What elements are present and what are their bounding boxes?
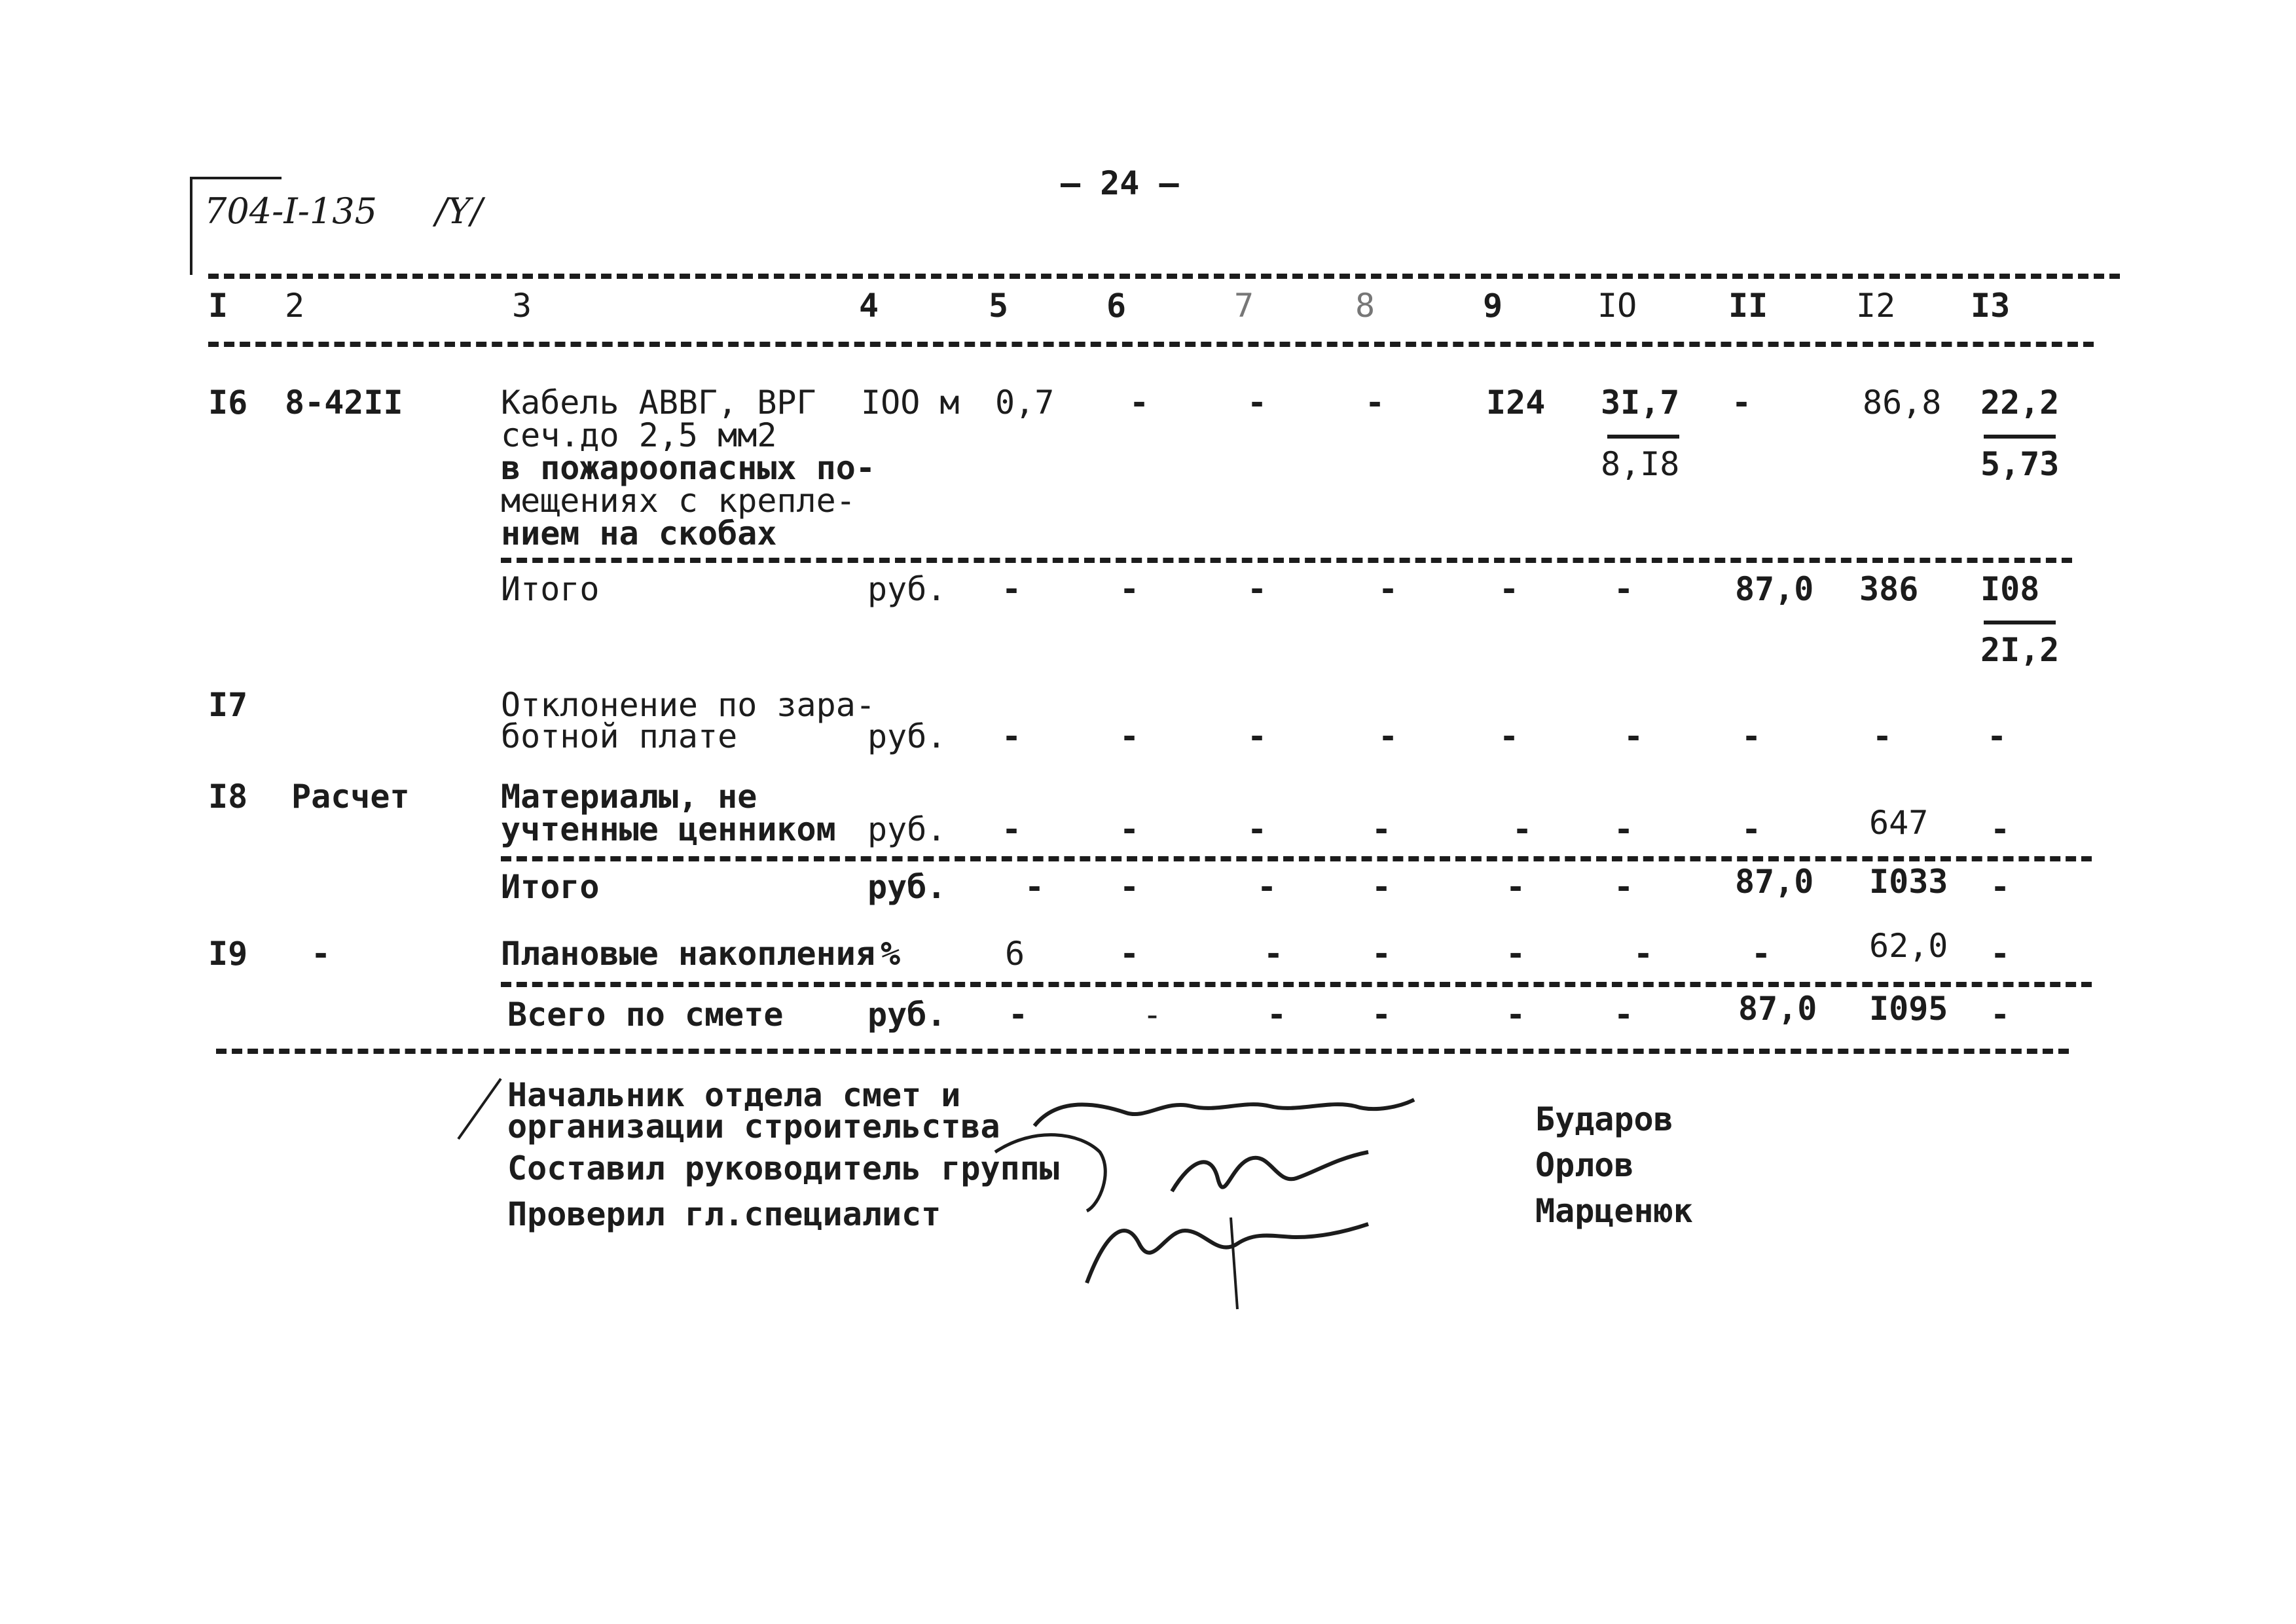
row16-col7: -	[1247, 384, 1267, 422]
row16-col8: -	[1365, 384, 1385, 422]
row18-number: I8	[208, 778, 248, 816]
grand-total-col9: -	[1506, 996, 1526, 1034]
total2-col9: -	[1506, 868, 1526, 906]
total1-col8: -	[1378, 570, 1398, 608]
composer-signature	[1172, 1152, 1368, 1191]
grand-total-label: Всего по смете	[507, 996, 784, 1034]
head-name: Бударов	[1535, 1100, 1673, 1138]
total1-col12: 386	[1859, 570, 1919, 608]
row19-col6: -	[1120, 935, 1140, 973]
row18-desc-line2: учтенные ценником	[501, 810, 836, 848]
row17-col7: -	[1247, 717, 1267, 755]
total1-col7: -	[1247, 570, 1267, 608]
grand-total-col12: I095	[1869, 990, 1948, 1028]
total1-col10: -	[1614, 570, 1634, 608]
total1-col5: -	[1002, 570, 1022, 608]
grand-total-col11: 87,0	[1738, 990, 1817, 1028]
row19-code: -	[311, 935, 331, 973]
grand-total-col8: -	[1372, 996, 1392, 1034]
row18-col6: -	[1120, 810, 1140, 848]
total2-col12: I033	[1869, 863, 1948, 901]
row16-unit: IOO м	[861, 384, 960, 422]
grand-total-col5: -	[1008, 996, 1029, 1034]
grand-total-unit: руб.	[867, 996, 947, 1034]
row17-col11: -	[1741, 717, 1762, 755]
row17-desc-line1: Отклонение по зара-	[501, 686, 875, 724]
row19-col13: -	[1990, 935, 2011, 973]
checker-title: Проверил гл.специалист	[507, 1195, 941, 1233]
row19-col12: 62,0	[1869, 927, 1948, 965]
row18-col13: -	[1990, 810, 2011, 848]
total1-unit: руб.	[867, 570, 947, 608]
row18-col12: 647	[1869, 804, 1929, 842]
composer-name: Орлов	[1535, 1146, 1634, 1184]
total2-col5: -	[1025, 868, 1045, 906]
row18-col7: -	[1247, 810, 1267, 848]
row19-col7: -	[1264, 935, 1284, 973]
grand-total-col10: -	[1614, 996, 1634, 1034]
page-number: — 24 —	[1061, 164, 1179, 202]
column-number-12: I2	[1856, 287, 1896, 325]
total1-col9: -	[1499, 570, 1520, 608]
total2-unit: руб.	[867, 868, 947, 906]
total1-col6: -	[1120, 570, 1140, 608]
column-number-5: 5	[989, 287, 1009, 325]
row16-code: 8-42II	[285, 384, 403, 422]
checker-signature-stem	[1231, 1218, 1237, 1309]
row19-col8: -	[1372, 935, 1392, 973]
row16-col12: 86,8	[1863, 384, 1942, 422]
grand-total-col6: -	[1142, 996, 1163, 1034]
total1-col11: 87,0	[1735, 570, 1814, 608]
total1-col13-denominator: 2I,2	[1980, 631, 2060, 669]
row16-col6: -	[1129, 384, 1150, 422]
row18-desc-line1: Материалы, не	[501, 778, 757, 816]
row16-col5: 0,7	[995, 384, 1055, 422]
row16-desc-line4: мещениях с крепле-	[501, 482, 856, 520]
row19-desc: Плановые накопления	[501, 935, 875, 973]
row19-col11: -	[1751, 935, 1772, 973]
checker-name: Марценюк	[1535, 1192, 1693, 1230]
row17-desc-line2: ботной плате	[501, 717, 738, 755]
total2-col13: -	[1990, 868, 2011, 906]
row19-col9: -	[1506, 935, 1526, 973]
row16-col13-numerator: 22,2	[1980, 384, 2060, 422]
column-number-13: I3	[1971, 287, 2011, 325]
head-title-line2: организации строительства	[507, 1108, 1000, 1146]
document-suffix: /Y/	[435, 190, 483, 232]
row17-col5: -	[1002, 717, 1022, 755]
document-code: 704-I-135	[204, 190, 377, 232]
row18-col9: -	[1512, 810, 1533, 848]
total2-col7: -	[1257, 868, 1277, 906]
row17-col12: -	[1872, 717, 1893, 755]
row16-col13-denominator: 5,73	[1980, 445, 2060, 483]
row17-col13: -	[1987, 717, 2007, 755]
row18-code: Расчет	[291, 778, 410, 816]
row17-unit: руб.	[867, 717, 947, 755]
column-number-2: 2	[285, 287, 305, 325]
total2-label: Итого	[501, 868, 600, 906]
column-number-4: 4	[859, 287, 879, 325]
total1-col13-numerator: I08	[1980, 570, 2040, 608]
total2-col6: -	[1120, 868, 1140, 906]
row16-col10-denominator: 8,I8	[1601, 445, 1680, 483]
column-number-8: 8	[1355, 287, 1376, 325]
column-number-11: II	[1728, 287, 1768, 325]
row16-desc-line2: сеч.до 2,5 мм2	[501, 416, 777, 454]
row19-col10: -	[1633, 935, 1654, 973]
row16-desc-line3: в пожароопасных по-	[501, 449, 875, 487]
checker-signature	[1087, 1224, 1368, 1283]
total2-col11: 87,0	[1735, 863, 1814, 901]
column-number-9: 9	[1483, 287, 1503, 325]
row18-unit: руб.	[867, 810, 947, 848]
row17-col8: -	[1378, 717, 1398, 755]
composer-title: Составил руководитель группы	[507, 1149, 1059, 1187]
row19-unit: %	[881, 935, 901, 973]
row18-col5: -	[1002, 810, 1022, 848]
row18-col10: -	[1614, 810, 1634, 848]
grand-total-col7: -	[1267, 996, 1287, 1034]
row18-col8: -	[1372, 810, 1392, 848]
column-number-10: IO	[1597, 287, 1637, 325]
row16-number: I6	[208, 384, 248, 422]
row16-desc-line5: нием на скобах	[501, 514, 777, 552]
total2-col8: -	[1372, 868, 1392, 906]
column-number-7: 7	[1234, 287, 1254, 325]
row17-col10: -	[1624, 717, 1644, 755]
row16-desc-line1: Кабель АВВГ, ВРГ	[501, 384, 816, 422]
row17-number: I7	[208, 686, 248, 724]
signature-bracket	[458, 1079, 501, 1139]
head-title-line1: Начальник отдела смет и	[507, 1076, 961, 1114]
grand-total-col13: -	[1990, 996, 2011, 1034]
row16-col9: I24	[1486, 384, 1546, 422]
total2-col10: -	[1614, 868, 1634, 906]
row19-col5: 6	[1005, 935, 1025, 973]
column-number-6: 6	[1106, 287, 1127, 325]
head-signature	[1034, 1100, 1414, 1126]
total1-label: Итого	[501, 570, 600, 608]
column-number-1: I	[208, 287, 228, 325]
row17-col9: -	[1499, 717, 1520, 755]
row16-col10-numerator: 3I,7	[1601, 384, 1680, 422]
column-number-3: 3	[512, 287, 532, 325]
row19-number: I9	[208, 935, 248, 973]
row18-col11: -	[1741, 810, 1762, 848]
row16-col11: -	[1732, 384, 1752, 422]
row17-col6: -	[1120, 717, 1140, 755]
